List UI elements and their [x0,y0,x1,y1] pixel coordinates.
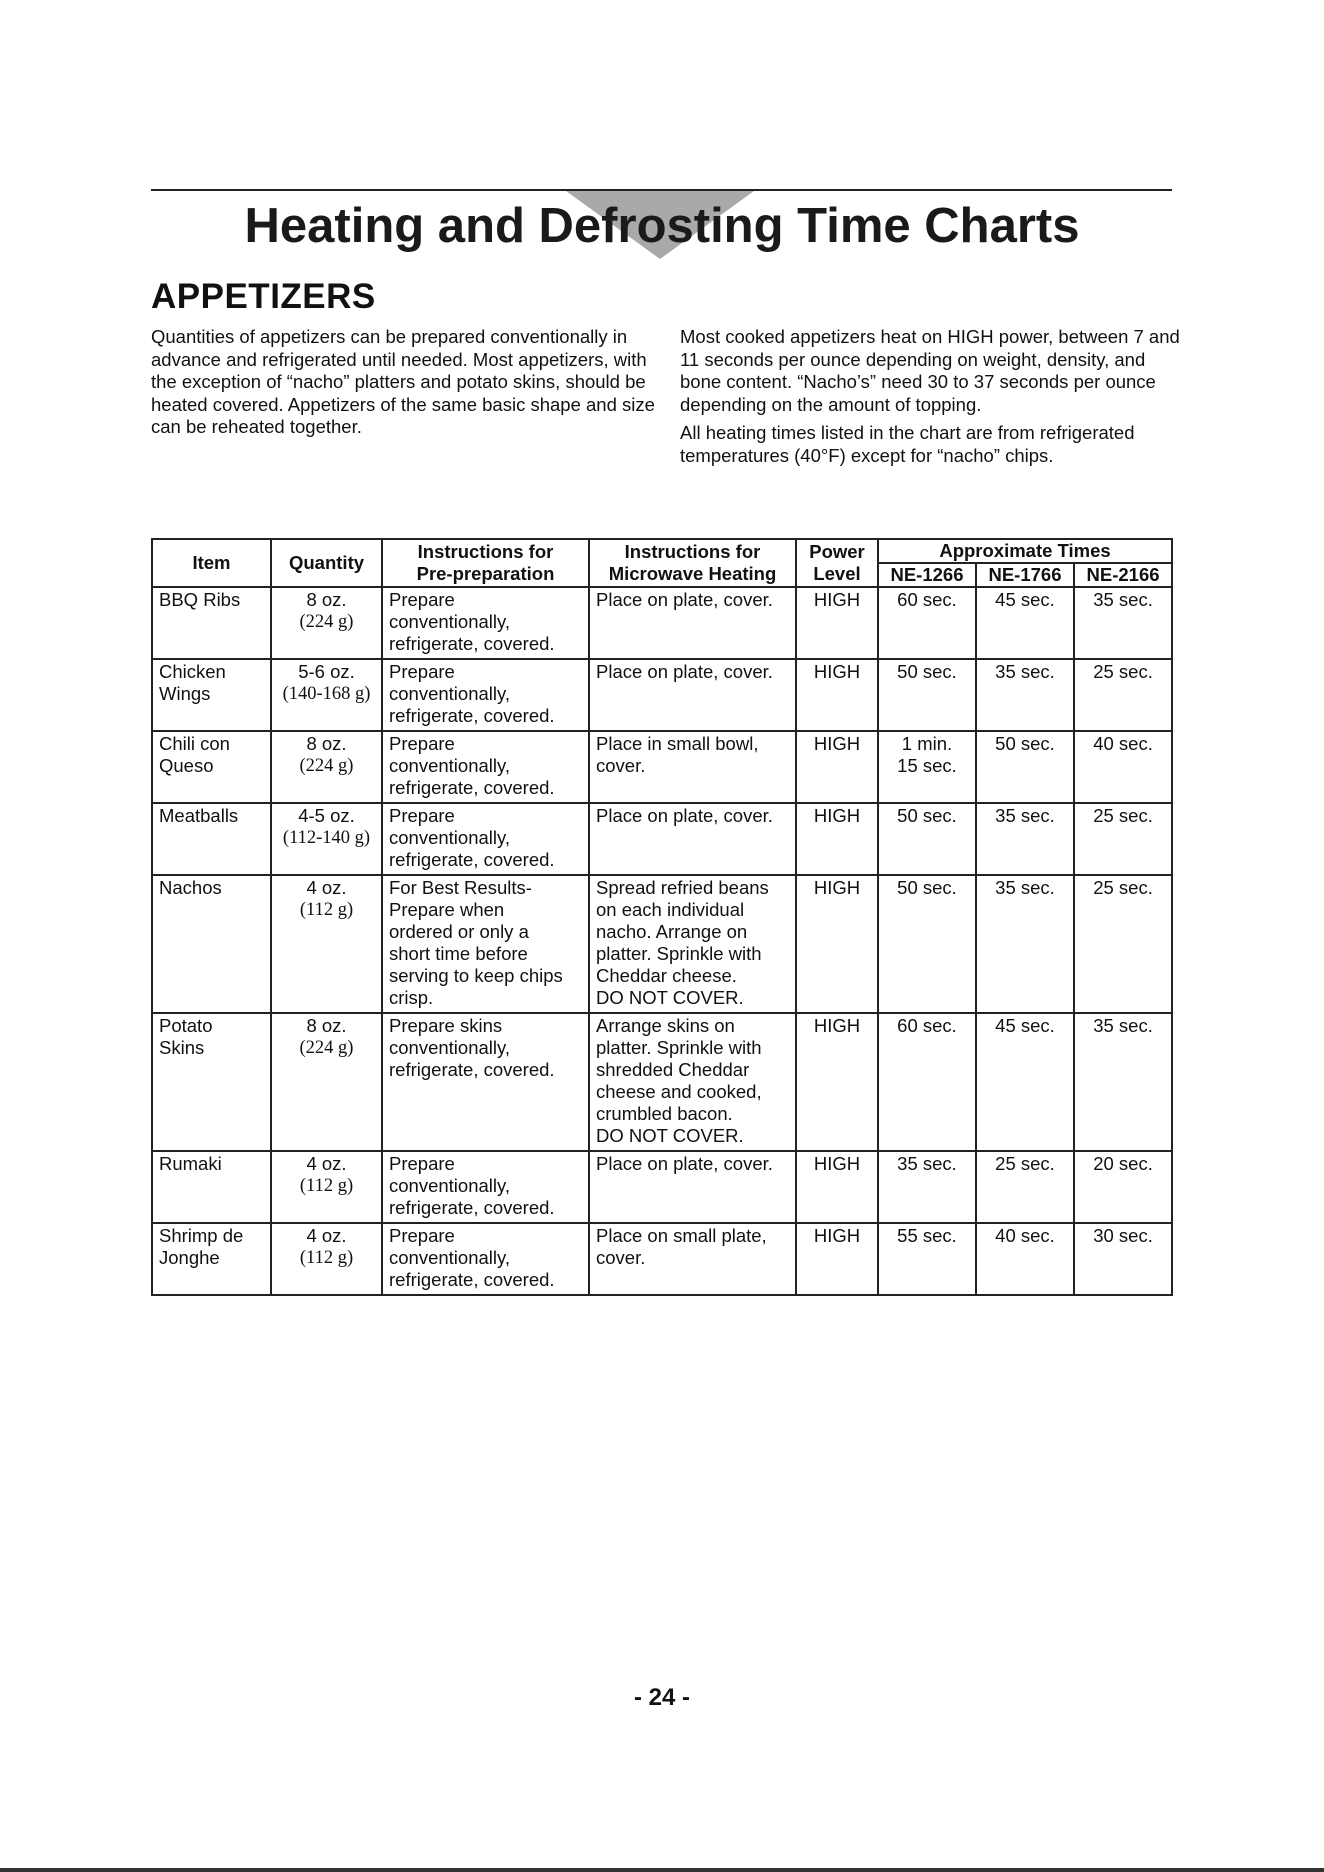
cell-quantity [271,803,382,875]
cell-pre-preparation-line: refrigerate, covered. [389,777,555,798]
cell-pre-preparation-line: Prepare [389,1225,455,1246]
cell-pre-preparation-line: refrigerate, covered. [389,1059,555,1080]
cell-quantity [271,1223,382,1295]
cell-pre-preparation-line: refrigerate, covered. [389,705,555,726]
header-pre-preparation: Instructions for Pre-preparation [382,539,589,587]
cell-pre-preparation-line: Prepare [389,589,455,610]
cell-time-ne2166: 25 sec. [1074,875,1172,1013]
cell-time-ne2166: 30 sec. [1074,1223,1172,1295]
cell-time-ne1266 [878,731,976,803]
cell-item [152,1151,271,1223]
cell-quantity [271,875,382,1013]
cell-time-ne1266-line: 15 sec. [897,755,957,776]
cell-time-ne2166: 25 sec. [1074,659,1172,731]
cell-time-ne2166: 35 sec. [1074,1013,1172,1151]
cell-microwave-heating-line: Spread refried beans [596,877,769,898]
cell-time-ne1266-line: 1 min. [901,733,953,754]
quantity-grams: (112-140 g) [282,828,371,848]
cell-microwave-heating [589,1151,796,1223]
cell-power-level: HIGH [796,803,878,875]
cell-pre-preparation [382,731,589,803]
cell-quantity [271,731,382,803]
table-row [152,731,1172,803]
quantity-ounces: 8 oz. [306,733,347,754]
cell-power-level: HIGH [796,1223,878,1295]
cell-time-ne2166: 35 sec. [1074,587,1172,659]
chart-body [152,587,1172,1295]
cell-pre-preparation-line: conventionally, [389,755,511,776]
quantity-ounces: 5-6 oz. [298,661,355,682]
cell-time-ne1766: 40 sec. [976,1223,1074,1295]
cell-microwave-heating [589,731,796,803]
cell-microwave-heating [589,875,796,1013]
cell-pre-preparation-line: Prepare [389,1153,455,1174]
cell-pre-preparation-line: Prepare when [389,899,505,920]
cell-microwave-heating-line: DO NOT COVER. [596,987,744,1008]
cell-time-ne2166: 25 sec. [1074,803,1172,875]
cell-time-ne2166: 20 sec. [1074,1151,1172,1223]
cell-time-ne1266-line: 50 sec. [897,805,957,826]
cell-microwave-heating-line: Place on plate, cover. [596,661,773,682]
cell-time-ne1266-line: 50 sec. [897,877,957,898]
cell-microwave-heating-line: nacho. Arrange on [596,921,748,942]
quantity-ounces: 8 oz. [306,1015,347,1036]
cell-time-ne1766: 35 sec. [976,875,1074,1013]
cell-time-ne1266 [878,875,976,1013]
header-model: NE-2166 [1074,563,1172,587]
quantity-ounces: 4 oz. [306,877,347,898]
cell-microwave-heating [589,587,796,659]
cell-time-ne1266-line: 50 sec. [897,661,957,682]
quantity-ounces: 4 oz. [306,1225,347,1246]
page-number: - 24 - [633,1684,690,1711]
cell-time-ne1266-line: 35 sec. [897,1153,957,1174]
cell-pre-preparation [382,803,589,875]
intro-paragraph: Most cooked appetizers heat on HIGH power, between 7 and 11 seconds per ounce depending on weight, density, and bone content. “Nacho’s” need 30 to 37 seconds per ounce depending on the amount of topping. [680,326,1180,415]
quantity-grams: (224 g) [299,756,354,776]
cell-microwave-heating-line: shredded Cheddar [596,1059,750,1080]
cell-time-ne1766: 45 sec. [976,1013,1074,1151]
quantity-ounces: 4-5 oz. [298,805,355,826]
cell-time-ne2166: 40 sec. [1074,731,1172,803]
header-item: Item [152,539,271,587]
cell-microwave-heating [589,1223,796,1295]
cell-quantity [271,587,382,659]
page-title: Heating and Defrosting Time Charts [244,199,1080,253]
cell-item-line: Nachos [159,877,222,898]
cell-pre-preparation-line: conventionally, [389,611,511,632]
cell-microwave-heating-line: platter. Sprinkle with [596,1037,762,1058]
cell-time-ne1266 [878,803,976,875]
cell-pre-preparation-line: short time before [389,943,528,964]
cell-quantity [271,1151,382,1223]
cell-item-line: Jonghe [159,1247,220,1268]
cell-item [152,731,271,803]
bottom-rule [0,1868,1324,1872]
cell-item [152,875,271,1013]
cell-item [152,1223,271,1295]
appetizer-time-chart [151,538,1173,1296]
header-model: NE-1266 [878,563,976,587]
cell-microwave-heating-line: Place in small bowl, [596,733,759,754]
cell-item [152,803,271,875]
header-quantity: Quantity [271,539,382,587]
cell-time-ne1766: 25 sec. [976,1151,1074,1223]
intro-paragraph: Quantities of appetizers can be prepared conventionally in advance and refrigerated until needed. Most appetizers, with the exception of “nacho” platters and potato skins, should be heated covered. Appetizers of the same basic shape and size can be reheated together. [151,326,655,437]
cell-time-ne1766: 35 sec. [976,659,1074,731]
cell-pre-preparation-line: conventionally, [389,1247,511,1268]
cell-microwave-heating [589,1013,796,1151]
intro-paragraph: All heating times listed in the chart are from refrigerated temperatures (40°F) except for “nacho” chips. [680,422,1135,466]
cell-pre-preparation-line: conventionally, [389,1037,511,1058]
cell-microwave-heating-line: cheese and cooked, [596,1081,762,1102]
table-row [152,1223,1172,1295]
cell-microwave-heating [589,659,796,731]
cell-pre-preparation-line: For Best Results- [389,877,532,898]
header-model: NE-1766 [976,563,1074,587]
cell-pre-preparation-line: serving to keep chips [389,965,563,986]
quantity-grams: (112 g) [299,1176,354,1196]
cell-power-level: HIGH [796,1151,878,1223]
cell-pre-preparation [382,659,589,731]
cell-pre-preparation [382,875,589,1013]
table-row [152,1013,1172,1151]
intro-left-column [151,326,671,445]
header-power-level: Power Level [796,539,878,587]
table-row [152,803,1172,875]
cell-microwave-heating-line: platter. Sprinkle with [596,943,762,964]
cell-item-line: Queso [159,755,214,776]
cell-microwave-heating-line: Place on small plate, [596,1225,767,1246]
cell-time-ne1266 [878,1013,976,1151]
cell-pre-preparation-line: refrigerate, covered. [389,849,555,870]
cell-power-level: HIGH [796,875,878,1013]
cell-time-ne1266 [878,1223,976,1295]
cell-pre-preparation [382,587,589,659]
cell-item-line: Potato [159,1015,213,1036]
cell-microwave-heating [589,803,796,875]
cell-pre-preparation-line: Prepare [389,661,455,682]
cell-pre-preparation [382,1223,589,1295]
cell-item-line: Chili con [159,733,230,754]
quantity-grams: (224 g) [299,612,354,632]
cell-pre-preparation-line: Prepare [389,733,455,754]
cell-microwave-heating-line: Place on plate, cover. [596,589,773,610]
cell-power-level: HIGH [796,731,878,803]
cell-time-ne1266 [878,587,976,659]
quantity-ounces: 4 oz. [306,1153,347,1174]
cell-pre-preparation [382,1013,589,1151]
header-approximate-times: Approximate Times [878,539,1172,563]
intro-right-column [680,326,1180,473]
cell-item-line: Wings [159,683,211,704]
cell-item-line: BBQ Ribs [159,589,241,610]
cell-microwave-heating-line: Place on plate, cover. [596,805,773,826]
table-row [152,659,1172,731]
cell-microwave-heating-line: on each individual [596,899,745,920]
cell-pre-preparation-line: refrigerate, covered. [389,633,555,654]
cell-pre-preparation-line: refrigerate, covered. [389,1269,555,1290]
cell-pre-preparation-line: ordered or only a [389,921,529,942]
cell-microwave-heating-line: Arrange skins on [596,1015,735,1036]
cell-microwave-heating-line: cover. [596,1247,646,1268]
cell-microwave-heating-line: cover. [596,755,646,776]
quantity-grams: (112 g) [299,900,354,920]
cell-pre-preparation-line: conventionally, [389,683,511,704]
cell-pre-preparation-line: refrigerate, covered. [389,1197,555,1218]
cell-microwave-heating-line: Cheddar cheese. [596,965,737,986]
cell-time-ne1266 [878,1151,976,1223]
cell-item-line: Meatballs [159,805,239,826]
quantity-grams: (224 g) [299,1038,354,1058]
table-row [152,587,1172,659]
cell-item [152,659,271,731]
cell-microwave-heating-line: Place on plate, cover. [596,1153,773,1174]
cell-pre-preparation [382,1151,589,1223]
quantity-grams: (112 g) [299,1248,354,1268]
cell-time-ne1266-line: 60 sec. [897,1015,957,1036]
cell-time-ne1766: 50 sec. [976,731,1074,803]
section-heading: APPETIZERS [151,277,376,316]
cell-microwave-heating-line: crumbled bacon. [596,1103,733,1124]
quantity-grams: (140-168 g) [282,684,371,704]
cell-pre-preparation-line: Prepare [389,805,455,826]
table-row [152,875,1172,1013]
cell-item-line: Rumaki [159,1153,222,1174]
cell-pre-preparation-line: Prepare skins [389,1015,503,1036]
cell-time-ne1266-line: 55 sec. [897,1225,957,1246]
cell-item-line: Skins [159,1037,205,1058]
cell-quantity [271,659,382,731]
cell-power-level: HIGH [796,587,878,659]
cell-power-level: HIGH [796,659,878,731]
quantity-ounces: 8 oz. [306,589,347,610]
cell-pre-preparation-line: conventionally, [389,827,511,848]
cell-item-line: Shrimp de [159,1225,244,1246]
cell-power-level: HIGH [796,1013,878,1151]
cell-pre-preparation-line: crisp. [389,987,434,1008]
cell-microwave-heating-line: DO NOT COVER. [596,1125,744,1146]
cell-item-line: Chicken [159,661,226,682]
cell-quantity [271,1013,382,1151]
cell-time-ne1266 [878,659,976,731]
cell-item [152,1013,271,1151]
cell-pre-preparation-line: conventionally, [389,1175,511,1196]
cell-time-ne1766: 45 sec. [976,587,1074,659]
cell-item [152,587,271,659]
cell-time-ne1766: 35 sec. [976,803,1074,875]
header-microwave-heating: Instructions for Microwave Heating [589,539,796,587]
table-row [152,1151,1172,1223]
cell-time-ne1266-line: 60 sec. [897,589,957,610]
